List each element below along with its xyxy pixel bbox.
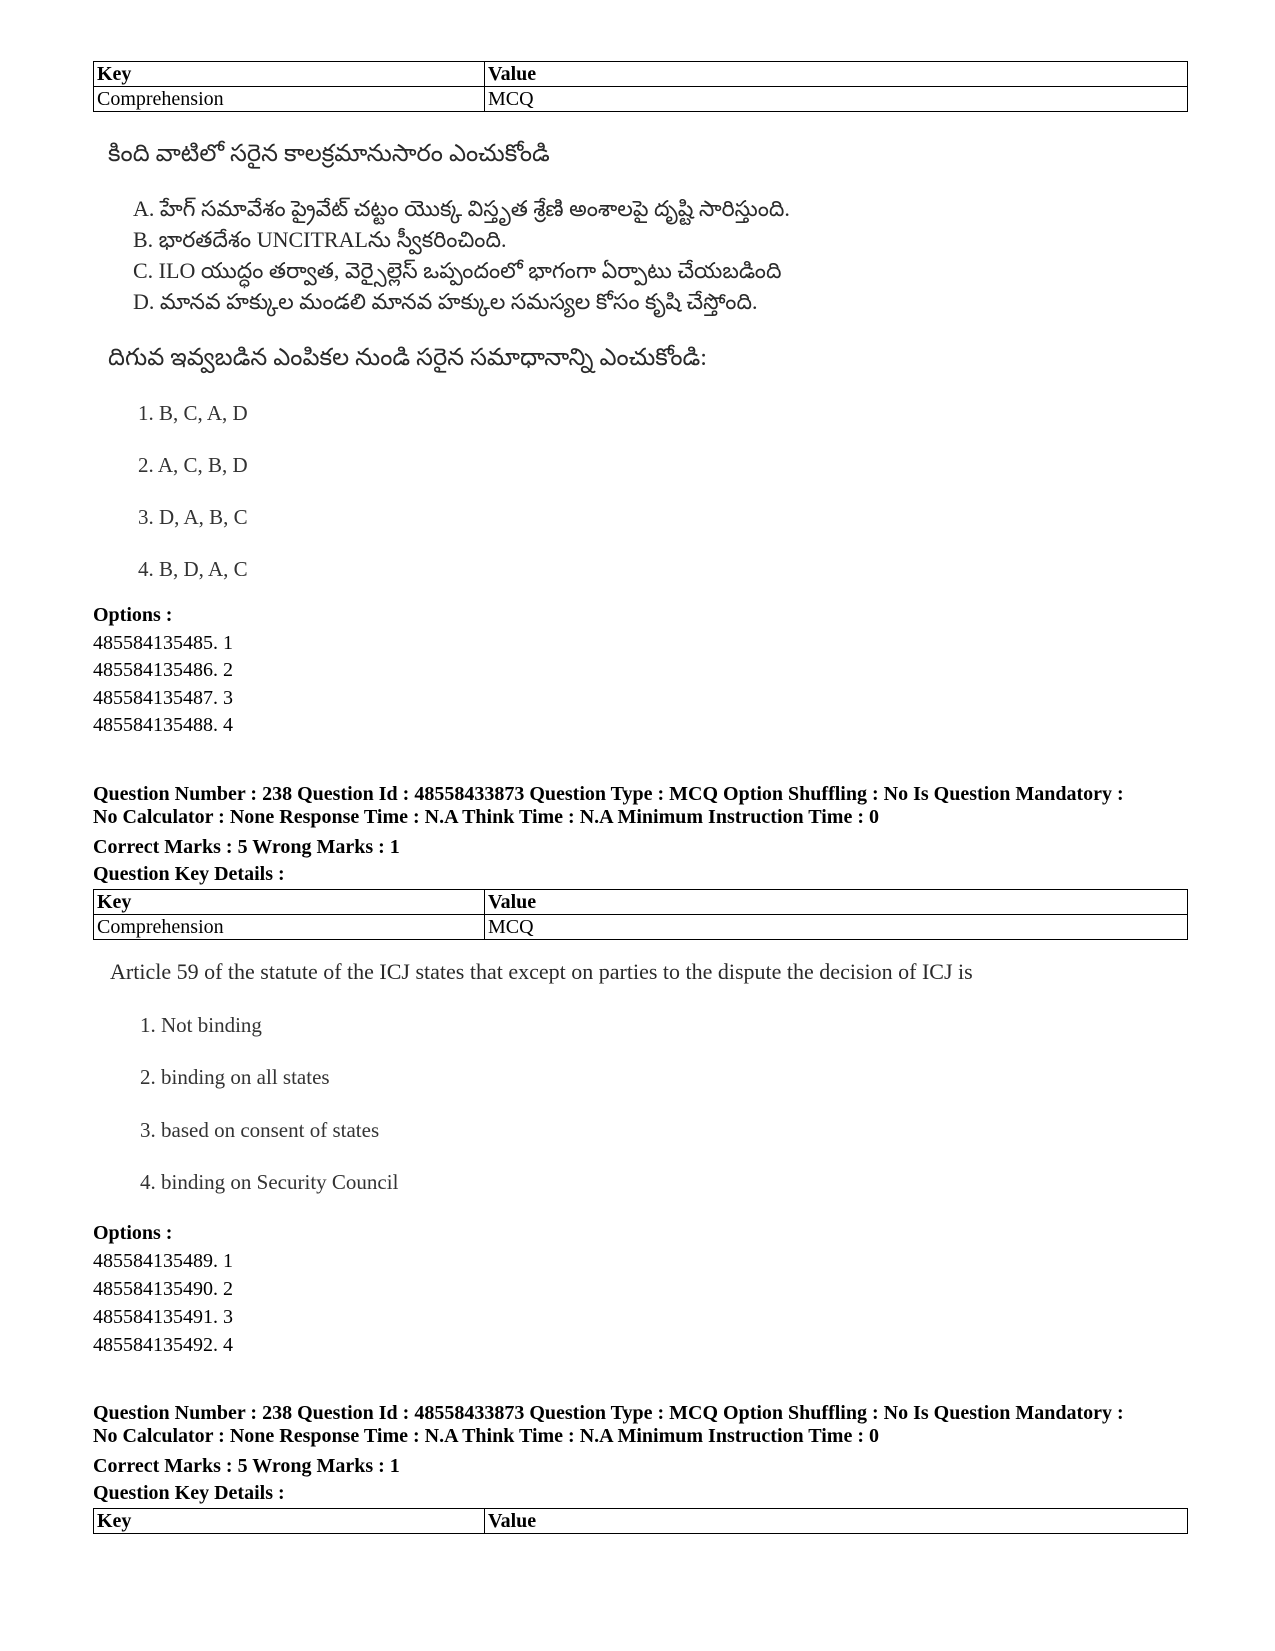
marks-line: Correct Marks : 5 Wrong Marks : 1 bbox=[93, 836, 400, 858]
choice-3: 3. D, A, B, C bbox=[138, 505, 248, 529]
table-header-key: Key bbox=[94, 62, 485, 87]
table-header-row bbox=[94, 1509, 1188, 1534]
statement-b: B. భారతదేశం UNCITRALను స్వీకరించింది. bbox=[133, 227, 507, 252]
question-stem-telugu: కింది వాటిలో సరైన కాలక్రమానుసారం ఎంచుకోండి bbox=[108, 141, 550, 167]
choice-3: 3. based on consent of states bbox=[140, 1118, 380, 1142]
statement-d: D. మానవ హక్కుల మండలి మానవ హక్కుల సమస్యల కోసం కృషి చేస్తోంది. bbox=[133, 289, 758, 314]
table-row bbox=[94, 915, 1188, 940]
options-label: Options : bbox=[93, 604, 173, 626]
question-meta bbox=[93, 1402, 1203, 1448]
choice-2: 2. A, C, B, D bbox=[138, 453, 248, 477]
choice-2: 2. binding on all states bbox=[140, 1065, 330, 1089]
question-meta-line-1: Question Number : 238 Question Id : 48558433873 Question Type : MCQ Option Shuffling : No Is Question Mandatory : bbox=[93, 1402, 1124, 1424]
choice-1: 1. B, C, A, D bbox=[138, 401, 248, 425]
question-stem: Article 59 of the statute of the ICJ states that except on parties to the dispute the decision of ICJ is bbox=[110, 959, 973, 984]
option-id: 485584135488. 4 bbox=[93, 714, 233, 736]
statement-a: A. హేగ్ సమావేశం ప్రైవేట్ చట్టం యొక్క విస్తృత శ్రేణి అంశాలపై దృష్టి సారిస్తుంది. bbox=[133, 196, 790, 221]
table-cell-key: Comprehension bbox=[94, 87, 485, 112]
table-header-key: Key bbox=[94, 890, 485, 915]
key-value-table-3 bbox=[93, 1508, 1188, 1534]
option-id: 485584135486. 2 bbox=[93, 659, 233, 681]
table-header-value: Value bbox=[485, 62, 1188, 87]
table-cell-value: MCQ bbox=[485, 915, 1188, 940]
option-id: 485584135489. 1 bbox=[93, 1250, 233, 1272]
table-cell-key: Comprehension bbox=[94, 915, 485, 940]
choice-1: 1. Not binding bbox=[140, 1013, 262, 1037]
choice-4: 4. B, D, A, C bbox=[138, 557, 248, 581]
option-id: 485584135492. 4 bbox=[93, 1334, 233, 1356]
question-meta-line-2: No Calculator : None Response Time : N.A Think Time : N.A Minimum Instruction Time : 0 bbox=[93, 1425, 879, 1447]
table-cell-value: MCQ bbox=[485, 87, 1188, 112]
table-header-value: Value bbox=[485, 890, 1188, 915]
statement-c: C. ILO యుద్ధం తర్వాత, వెర్సైల్లెస్ ఒప్పందంలో భాగంగా ఏర్పాటు చేయబడింది bbox=[133, 258, 782, 283]
table-header-value: Value bbox=[485, 1509, 1188, 1534]
key-value-table-1 bbox=[93, 61, 1188, 112]
question-prompt-telugu: దిగువ ఇవ్వబడిన ఎంపికల నుండి సరైన సమాధానాన్ని ఎంచుకోండి: bbox=[108, 345, 707, 371]
question-meta bbox=[93, 783, 1203, 829]
table-row bbox=[94, 87, 1188, 112]
table-header-row bbox=[94, 62, 1188, 87]
question-key-details-label: Question Key Details : bbox=[93, 1482, 285, 1504]
option-id: 485584135487. 3 bbox=[93, 687, 233, 709]
question-meta-line-2: No Calculator : None Response Time : N.A Think Time : N.A Minimum Instruction Time : 0 bbox=[93, 806, 879, 828]
option-id: 485584135491. 3 bbox=[93, 1306, 233, 1328]
table-header-key: Key bbox=[94, 1509, 485, 1534]
table-header-row bbox=[94, 890, 1188, 915]
key-value-table-2 bbox=[93, 889, 1188, 940]
options-label: Options : bbox=[93, 1222, 173, 1244]
choice-4: 4. binding on Security Council bbox=[140, 1170, 399, 1194]
question-meta-line-1: Question Number : 238 Question Id : 48558433873 Question Type : MCQ Option Shuffling : No Is Question Mandatory : bbox=[93, 783, 1124, 805]
question-key-details-label: Question Key Details : bbox=[93, 863, 285, 885]
marks-line: Correct Marks : 5 Wrong Marks : 1 bbox=[93, 1455, 400, 1477]
option-id: 485584135490. 2 bbox=[93, 1278, 233, 1300]
option-id: 485584135485. 1 bbox=[93, 632, 233, 654]
